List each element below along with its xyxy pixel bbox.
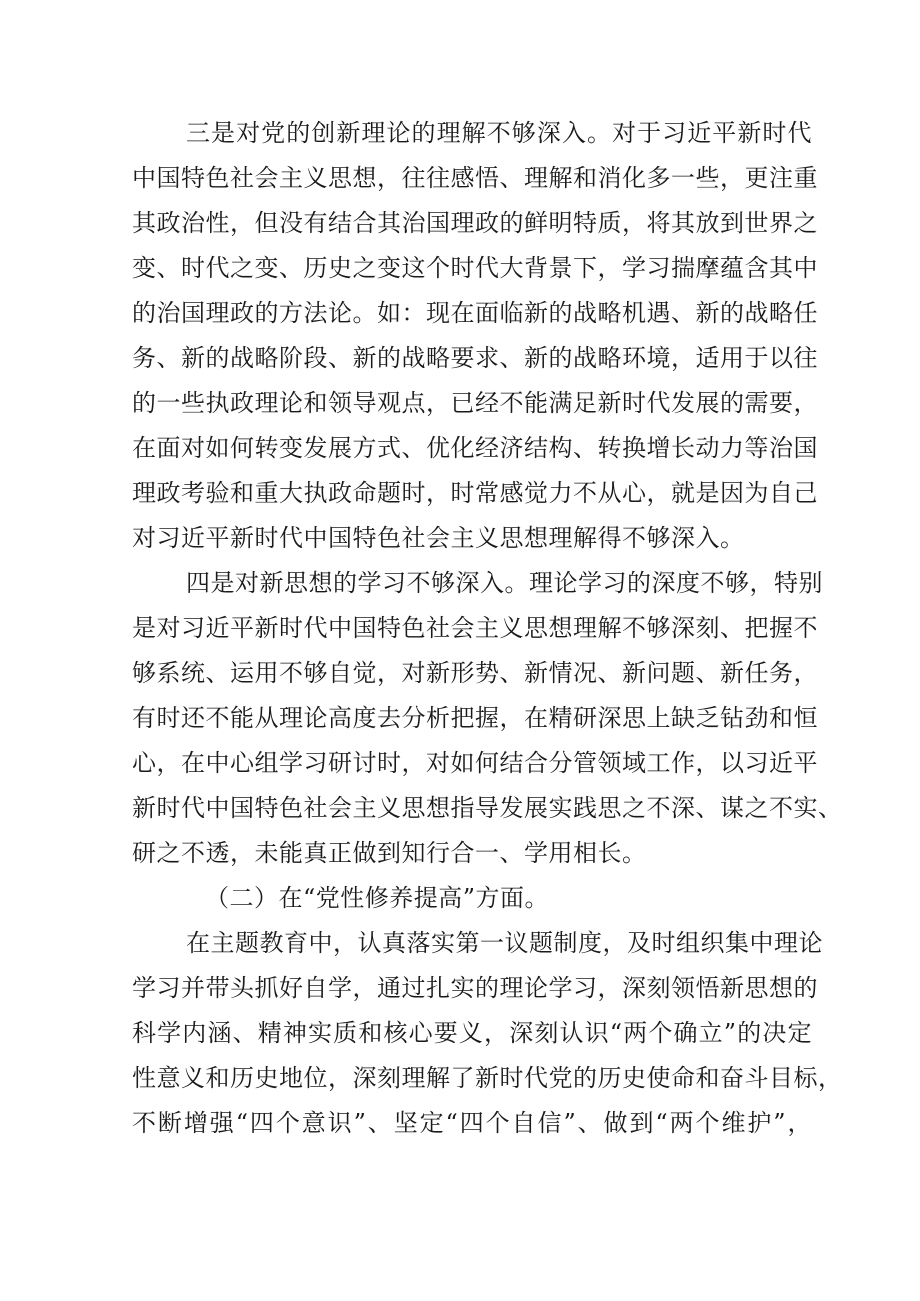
paragraph-1-line-4: 变、时代之变、历史之变这个时代大背景下，学习揣摩蕴含其中 [132, 254, 818, 282]
paragraph-1-line-9: 理政考验和重大执政命题时，时常感觉力不从心，就是因为自己 [132, 479, 818, 507]
paragraph-1-line-1: 三是对党的创新理论的理解不够深入。对于习近平新时代 [186, 119, 812, 147]
paragraph-3-line-1: 在主题教育中，认真落实第一议题制度，及时组织集中理论 [186, 929, 823, 957]
paragraph-1-line-6: 务、新的战略阶段、新的战略要求、新的战略环境，适用于以往 [132, 344, 818, 372]
paragraph-1-line-10: 对习近平新时代中国特色社会主义思想理解得不够深入。 [132, 524, 745, 552]
paragraph-1-line-8: 在面对如何转变发展方式、优化经济结构、转换增长动力等治国 [132, 434, 818, 462]
paragraph-2-line-4: 有时还不能从理论高度去分析把握，在精研深思上缺乏钻劲和恒 [132, 704, 818, 732]
paragraph-2-line-3: 够系统、运用不够自觉，对新形势、新情况、新问题、新任务， [132, 659, 818, 687]
paragraph-1-line-2: 中国特色社会主义思想，往往感悟、理解和消化多一些，更注重 [132, 164, 818, 192]
paragraph-2-line-5: 心，在中心组学习研讨时，对如何结合分管领域工作，以习近平 [132, 749, 818, 777]
paragraph-2-line-6: 新时代中国特色社会主义思想指导发展实践思之不深、谋之不实、 [132, 794, 843, 822]
paragraph-1-line-3: 其政治性，但没有结合其治国理政的鲜明特质，将其放到世界之 [132, 209, 818, 237]
paragraph-3-line-4: 性意义和历史地位，深刻理解了新时代党的历史使命和奋斗目标， [132, 1064, 843, 1092]
paragraph-2-line-2: 是对习近平新时代中国特色社会主义思想理解不够深刻、把握不 [132, 614, 818, 642]
paragraph-3-line-3: 科学内涵、精神实质和核心要义，深刻认识“两个确立”的决定 [132, 1019, 812, 1047]
paragraph-1-line-7: 的一些执政理论和领导观点，已经不能满足新时代发展的需要， [132, 389, 818, 417]
paragraph-2-line-7: 研之不透，未能真正做到知行合一、学用相长。 [132, 839, 647, 867]
paragraph-1-line-5: 的治国理政的方法论。如：现在面临新的战略机遇、新的战略任 [132, 299, 818, 327]
paragraph-3-line-5: 不断增强“四个意识”、坚定“四个自信”、做到“两个维护”， [132, 1109, 812, 1137]
paragraph-2-line-1: 四是对新思想的学习不够深入。理论学习的深度不够，特别 [186, 569, 823, 597]
section-heading: （二）在“党性修养提高”方面。 [205, 884, 550, 912]
paragraph-3-line-2: 学习并带头抓好自学，通过扎实的理论学习，深刻领悟新思想的 [132, 974, 818, 1002]
